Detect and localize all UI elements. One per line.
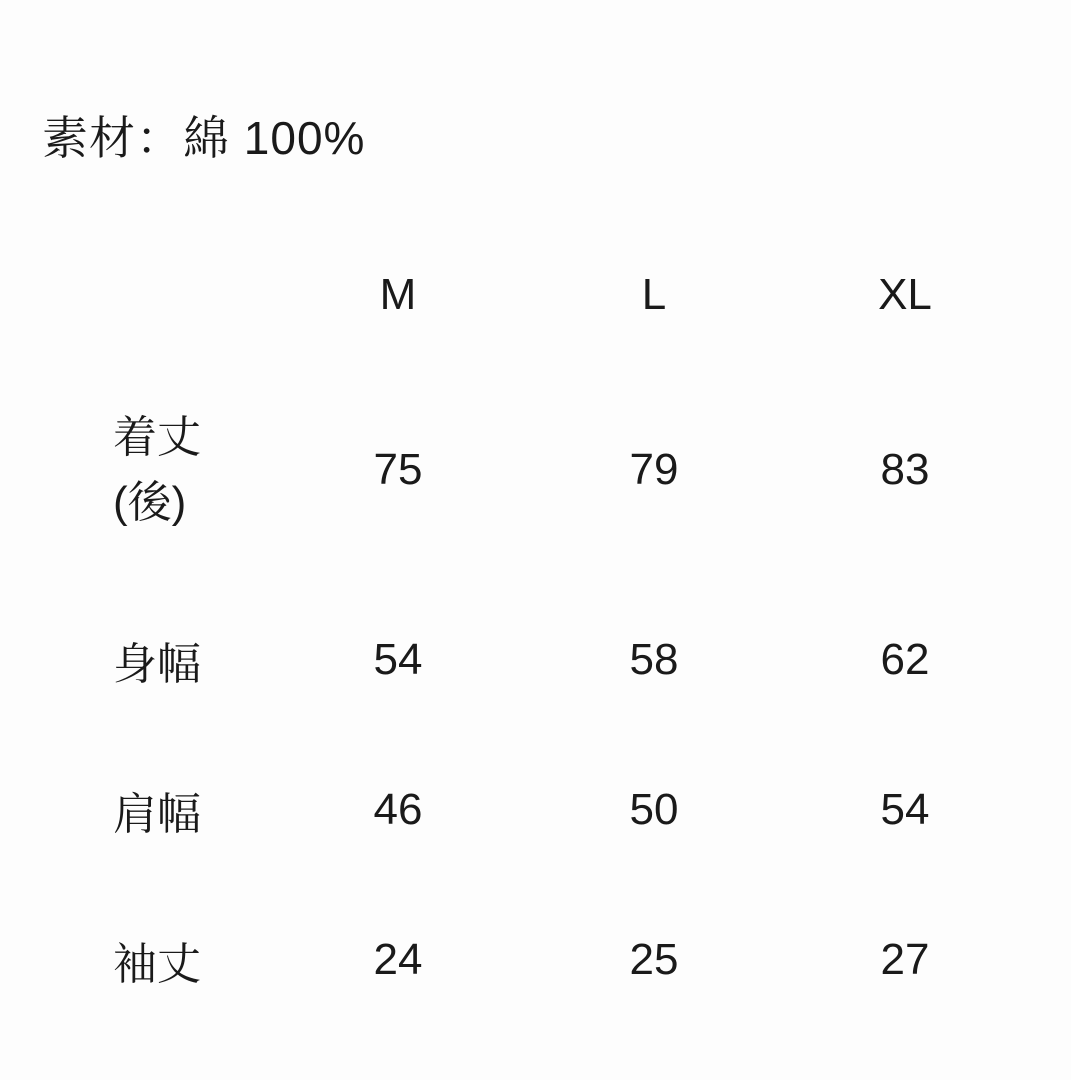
- cell-body-length-m: 75: [373, 445, 423, 494]
- cell-sleeve-length-l: 25: [629, 935, 679, 984]
- size-header-xl: XL: [878, 270, 932, 319]
- cell-body-width-l: 58: [629, 635, 679, 684]
- table-row-shoulder-width: [0, 735, 1029, 885]
- row-label-line-2: (後): [113, 478, 187, 527]
- row-label-sleeve-length: 袖丈: [113, 940, 201, 989]
- cell-shoulder-width-m: 46: [373, 785, 423, 834]
- cell-body-width-m: 54: [373, 635, 423, 684]
- cell-shoulder-width-l: 50: [629, 785, 679, 834]
- row-label-shoulder-width: 肩幅: [113, 790, 201, 839]
- cell-shoulder-width-xl: 54: [880, 785, 930, 834]
- table-row-body-width: [0, 585, 1029, 735]
- size-header-spacer: [0, 235, 269, 355]
- row-label-body-width: 身幅: [113, 640, 201, 689]
- material-info: 素材：綿 100%: [42, 112, 366, 164]
- cell-sleeve-length-xl: 27: [880, 935, 930, 984]
- cell-body-width-xl: 62: [880, 635, 930, 684]
- table-row-body-length-back: [0, 355, 1029, 585]
- cell-body-length-l: 79: [629, 445, 679, 494]
- cell-body-length-xl: 83: [880, 445, 930, 494]
- cell-sleeve-length-m: 24: [373, 935, 423, 984]
- size-chart-table: [0, 235, 1029, 1035]
- table-row-sleeve-length: [0, 885, 1029, 1035]
- size-header-row: [0, 235, 1029, 355]
- size-header-l: L: [641, 270, 667, 319]
- size-header-m: M: [379, 270, 417, 319]
- row-label-body-length-back: [0, 355, 269, 585]
- row-label-line-1: 着丈: [113, 413, 201, 462]
